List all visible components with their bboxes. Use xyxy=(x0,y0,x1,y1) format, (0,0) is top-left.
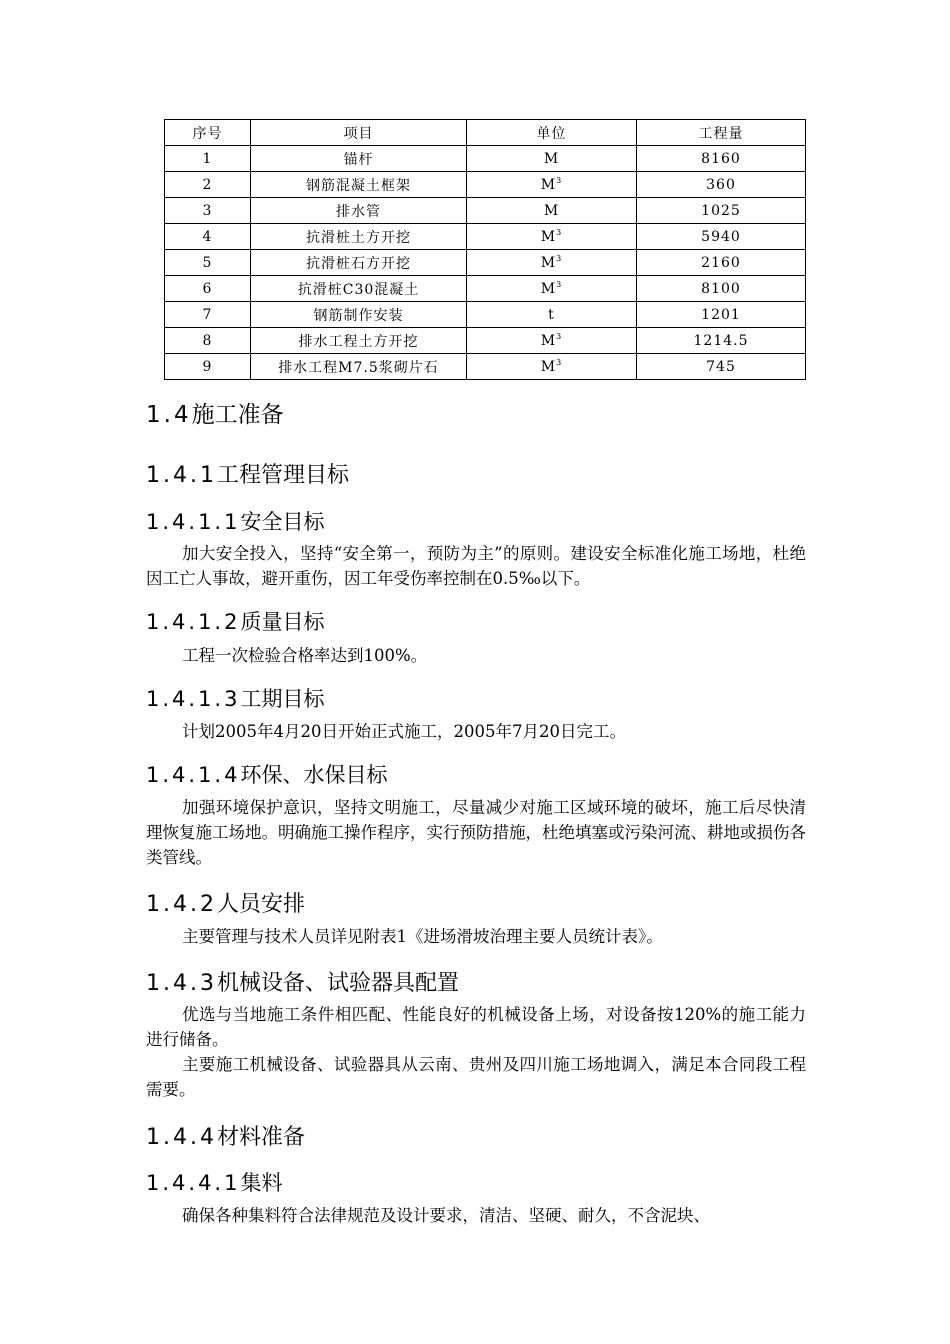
cell-qty: 2160 xyxy=(637,250,806,276)
heading-number: 1.4.3 xyxy=(146,971,217,996)
table-row xyxy=(165,198,806,224)
unit-superscript: 3 xyxy=(556,357,563,367)
unit-text: t xyxy=(548,306,555,323)
heading-title: 材料准备 xyxy=(216,1125,305,1150)
heading-1-4-2 xyxy=(146,887,305,918)
heading-number: 1.4.2 xyxy=(146,892,217,917)
unit-text: M xyxy=(540,228,557,245)
cell-no: 7 xyxy=(165,302,251,328)
cell-unit xyxy=(467,302,637,328)
cell-qty: 5940 xyxy=(637,224,806,250)
table-row xyxy=(165,146,806,172)
heading-number: 1.4.1.4 xyxy=(146,763,241,787)
cell-unit xyxy=(467,224,637,250)
paragraph-schedule: 计划2005年4月20日开始正式施工，2005年7月20日完工。 xyxy=(182,722,626,741)
unit-text: M xyxy=(543,150,560,167)
cell-qty: 745 xyxy=(637,354,806,380)
cell-unit xyxy=(467,328,637,354)
heading-title: 安全目标 xyxy=(240,510,325,534)
heading-number: 1.4.4 xyxy=(146,1125,217,1150)
heading-title: 集料 xyxy=(240,1171,283,1195)
heading-1-4-1 xyxy=(146,458,349,489)
table-row xyxy=(165,172,806,198)
table-row xyxy=(165,276,806,302)
cell-item: 钢筋混凝土框架 xyxy=(251,172,467,198)
table-row xyxy=(165,328,806,354)
paragraph-aggregate: 确保各种集料符合法律规范及设计要求，清洁、坚硬、耐久，不含泥块、 xyxy=(182,1206,710,1225)
heading-title: 环保、水保目标 xyxy=(240,763,388,787)
table-row xyxy=(165,354,806,380)
heading-1-4-1-4 xyxy=(146,759,387,789)
cell-item: 钢筋制作安装 xyxy=(251,302,467,328)
cell-qty: 1201 xyxy=(637,302,806,328)
header-unit: 单位 xyxy=(467,120,637,146)
unit-text: M xyxy=(540,254,557,271)
heading-1-4-1-2 xyxy=(146,606,324,636)
heading-number: 1.4 xyxy=(146,402,192,428)
unit-text: M xyxy=(540,280,557,297)
heading-title: 施工准备 xyxy=(191,402,284,428)
cell-no: 1 xyxy=(165,146,251,172)
quantity-table xyxy=(164,119,806,380)
paragraph-equipment-2: 主要施工机械设备、试验器具从云南、贵州及四川施工场地调入，满足本合同段工程需要。 xyxy=(146,1055,806,1099)
unit-text: M xyxy=(543,202,560,219)
table-row xyxy=(165,250,806,276)
paragraph-equipment-1: 优选与当地施工条件相匹配、性能良好的机械设备上场，对设备按120%的施工能力进行储备。 xyxy=(146,1005,806,1049)
cell-qty: 360 xyxy=(637,172,806,198)
heading-1-4-1-1 xyxy=(146,506,324,536)
cell-item: 排水工程M7.5浆砌片石 xyxy=(251,354,467,380)
cell-item: 抗滑桩石方开挖 xyxy=(251,250,467,276)
unit-text: M xyxy=(540,176,557,193)
cell-item: 锚杆 xyxy=(251,146,467,172)
cell-no: 6 xyxy=(165,276,251,302)
paragraph-safety: 加大安全投入，坚持“安全第一，预防为主”的原则。建设安全标准化施工场地，杜绝因工亡人事故，避开重伤，因工年受伤率控制在0.5‰以下。 xyxy=(146,544,806,588)
paragraph-quality: 工程一次检验合格率达到100%。 xyxy=(182,646,428,665)
unit-superscript: 3 xyxy=(556,279,563,289)
heading-title: 工期目标 xyxy=(240,687,325,711)
cell-no: 8 xyxy=(165,328,251,354)
unit-text: M xyxy=(540,358,557,375)
cell-unit xyxy=(467,198,637,224)
heading-1-4-3 xyxy=(146,966,459,997)
heading-title: 质量目标 xyxy=(240,610,325,634)
heading-1-4 xyxy=(146,396,284,429)
cell-item: 排水管 xyxy=(251,198,467,224)
header-item: 项目 xyxy=(251,120,467,146)
heading-number: 1.4.1.3 xyxy=(146,687,241,711)
cell-no: 9 xyxy=(165,354,251,380)
heading-title: 人员安排 xyxy=(216,892,305,917)
cell-no: 4 xyxy=(165,224,251,250)
heading-number: 1.4.4.1 xyxy=(146,1171,241,1195)
heading-number: 1.4.1.1 xyxy=(146,510,241,534)
heading-title: 机械设备、试验器具配置 xyxy=(216,971,459,996)
table-header-row xyxy=(165,120,806,146)
paragraph-personnel: 主要管理与技术人员详见附表1《进场滑坡治理主要人员统计表》。 xyxy=(182,927,663,946)
heading-1-4-1-3 xyxy=(146,683,324,713)
header-qty: 工程量 xyxy=(637,120,806,146)
cell-item: 排水工程土方开挖 xyxy=(251,328,467,354)
heading-number: 1.4.1 xyxy=(146,463,217,488)
cell-unit xyxy=(467,146,637,172)
cell-unit xyxy=(467,250,637,276)
cell-no: 2 xyxy=(165,172,251,198)
heading-1-4-4-1 xyxy=(146,1167,282,1197)
heading-title: 工程管理目标 xyxy=(216,463,349,488)
paragraph-environment: 加强环境保护意识，坚持文明施工，尽量减少对施工区域环境的破坏，施工后尽快清理恢复施工场地。明确施工操作程序，实行预防措施，杜绝填塞或污染河流、耕地或损伤各类管线。 xyxy=(146,798,806,867)
unit-superscript: 3 xyxy=(556,331,563,341)
cell-qty: 8160 xyxy=(637,146,806,172)
table-row xyxy=(165,224,806,250)
unit-text: M xyxy=(540,332,557,349)
cell-unit xyxy=(467,276,637,302)
table-row xyxy=(165,302,806,328)
cell-item: 抗滑桩C30混凝土 xyxy=(251,276,467,302)
heading-1-4-4 xyxy=(146,1120,305,1151)
unit-superscript: 3 xyxy=(556,253,563,263)
cell-no: 3 xyxy=(165,198,251,224)
header-no: 序号 xyxy=(165,120,251,146)
heading-number: 1.4.1.2 xyxy=(146,610,241,634)
unit-superscript: 3 xyxy=(556,175,563,185)
cell-qty: 1025 xyxy=(637,198,806,224)
cell-qty: 8100 xyxy=(637,276,806,302)
cell-item: 抗滑桩土方开挖 xyxy=(251,224,467,250)
cell-qty: 1214.5 xyxy=(637,328,806,354)
cell-unit xyxy=(467,172,637,198)
cell-no: 5 xyxy=(165,250,251,276)
cell-unit xyxy=(467,354,637,380)
unit-superscript: 3 xyxy=(556,227,563,237)
